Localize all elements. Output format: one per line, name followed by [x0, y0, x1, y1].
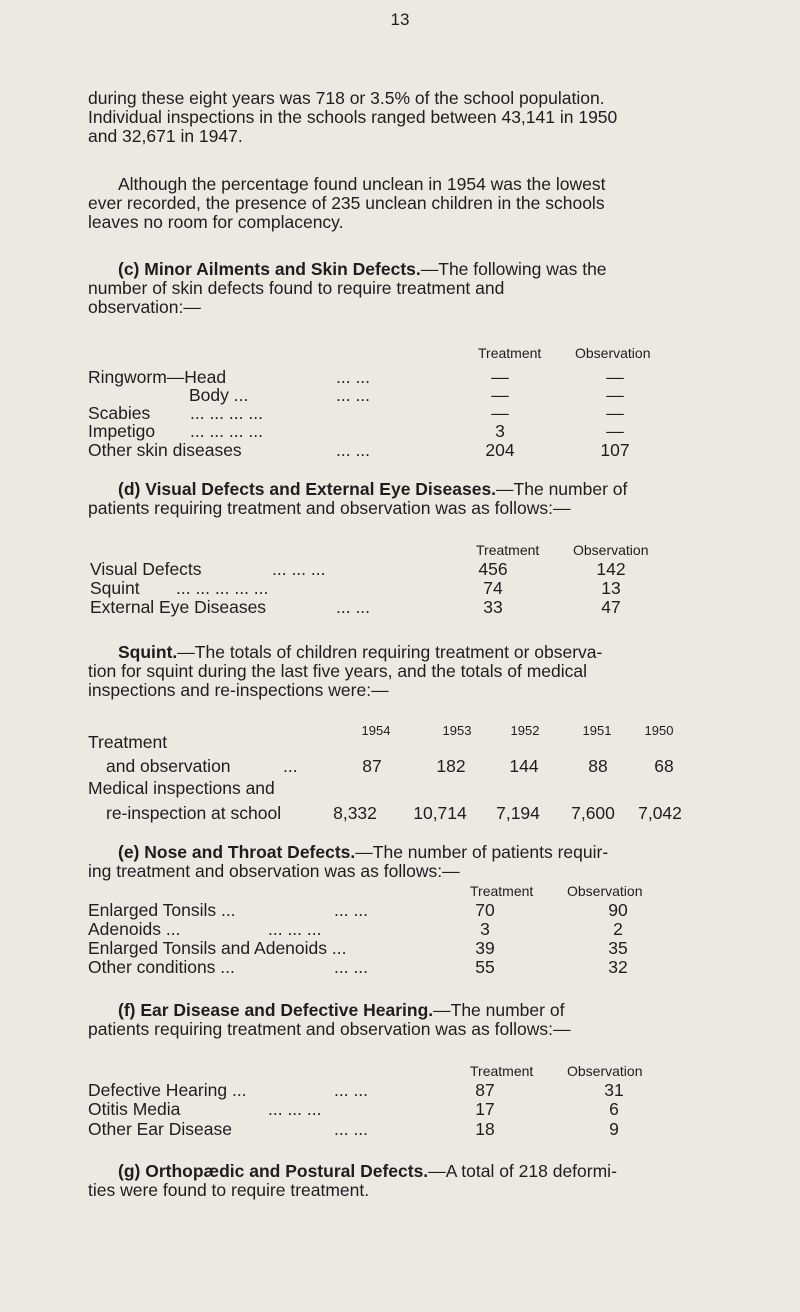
leader-dots: ... ...: [334, 1119, 369, 1139]
section-heading: Squint.: [118, 642, 178, 662]
observation-value: —: [606, 421, 624, 441]
column-header-observation: Observation: [573, 542, 649, 558]
column-header-treatment: Treatment: [470, 1063, 534, 1079]
leader-dots: ... ...: [336, 440, 371, 460]
section-heading: (e) Nose and Throat Defects.: [118, 842, 356, 862]
leader-dots: ... ... ... ...: [190, 403, 263, 423]
leader-dots: ... ... ... ...: [190, 421, 263, 441]
observation-value: 32: [608, 957, 628, 977]
observation-value: 31: [604, 1080, 624, 1100]
observation-value: —: [606, 367, 624, 387]
observation-value: —: [606, 385, 624, 405]
section-nose-throat: [88, 843, 672, 881]
paragraph-population: [88, 89, 672, 146]
section-heading: (g) Orthopædic and Postural Defects.: [118, 1161, 429, 1181]
treatment-value: —: [491, 367, 509, 387]
row-label: Otitis Media: [88, 1099, 181, 1119]
text-line: —The number of: [433, 1000, 565, 1020]
observation-value: 142: [596, 559, 626, 579]
section-heading: (c) Minor Ailments and Skin Defects.: [118, 259, 421, 279]
text-line: —The number of: [496, 479, 628, 499]
treatment-value: 456: [478, 559, 508, 579]
leader-dots: ... ...: [336, 597, 371, 617]
value-1951: 88: [588, 756, 608, 776]
value-1954: 87: [362, 756, 382, 776]
leader-dots: ... ...: [334, 1080, 369, 1100]
column-header-observation: Observation: [567, 1063, 643, 1079]
observation-value: 90: [608, 900, 628, 920]
row-label: and observation: [106, 756, 231, 776]
observation-value: 35: [608, 938, 628, 958]
row-label: Ringworm—Head: [88, 367, 227, 387]
observation-value: 9: [609, 1119, 619, 1139]
value-1952: 144: [509, 756, 539, 776]
column-header-observation: Observation: [575, 345, 651, 361]
observation-value: —: [606, 403, 624, 423]
text-line: and 32,671 in 1947.: [88, 126, 243, 146]
value-1953: 10,714: [413, 803, 467, 823]
leader-dots: ... ...: [336, 385, 371, 405]
year-header: 1951: [582, 723, 612, 738]
year-header: 1954: [361, 723, 391, 738]
section-visual-defects: [88, 480, 672, 518]
text-line: observation:—: [88, 297, 201, 317]
text-line: —The following was the: [420, 259, 607, 279]
leader-dots: ... ...: [334, 957, 369, 977]
leader-dots: ... ...: [334, 900, 369, 920]
text-line: Individual inspections in the schools ranged between 43,141 in 1950: [88, 107, 618, 127]
section-squint: [88, 643, 672, 700]
treatment-value: 55: [475, 957, 495, 977]
treatment-value: 33: [483, 597, 503, 617]
treatment-value: 3: [495, 421, 505, 441]
value-1951: 7,600: [571, 803, 615, 823]
leader-dots: ... ... ... ... ...: [176, 578, 269, 598]
year-header: 1952: [510, 723, 540, 738]
page-number: 13: [390, 10, 410, 29]
text-line: —The number of patients requir-: [355, 842, 609, 862]
row-label: Other conditions ...: [88, 957, 235, 977]
section-heading: (d) Visual Defects and External Eye Diseases.: [118, 479, 497, 499]
column-header-observation: Observation: [567, 883, 643, 899]
text-line: patients requiring treatment and observation was as follows:—: [88, 1019, 571, 1039]
treatment-value: 87: [475, 1080, 495, 1100]
text-line: number of skin defects found to require treatment and: [88, 278, 505, 298]
leader-dots: ...: [283, 756, 298, 776]
value-1950: 7,042: [638, 803, 682, 823]
row-label: Enlarged Tonsils and Adenoids ...: [88, 938, 347, 958]
text-line: —A total of 218 deformi-: [428, 1161, 617, 1181]
row-label: Other Ear Disease: [88, 1119, 232, 1139]
row-label: Visual Defects: [90, 559, 202, 579]
column-header-treatment: Treatment: [476, 542, 540, 558]
treatment-value: 70: [475, 900, 495, 920]
observation-value: 2: [613, 919, 623, 939]
treatment-value: 39: [475, 938, 495, 958]
row-label: Impetigo: [88, 421, 156, 441]
row-label: Squint: [90, 578, 140, 598]
text-line: tion for squint during the last five years, and the totals of medical: [88, 661, 588, 681]
treatment-value: 204: [485, 440, 515, 460]
year-header: 1950: [644, 723, 674, 738]
row-label: Other skin diseases: [88, 440, 242, 460]
treatment-value: 17: [475, 1099, 495, 1119]
section-minor-ailments: [88, 260, 672, 317]
column-header-treatment: Treatment: [470, 883, 534, 899]
observation-value: 47: [601, 597, 621, 617]
text-line: during these eight years was 718 or 3.5% of the school population.: [88, 88, 605, 108]
value-1952: 7,194: [496, 803, 540, 823]
leader-dots: ... ...: [336, 367, 371, 387]
treatment-value: 18: [475, 1119, 495, 1139]
year-header: 1953: [442, 723, 472, 738]
text-line: inspections and re-inspections were:—: [88, 680, 389, 700]
leader-dots: ... ... ...: [272, 559, 326, 579]
row-label: Adenoids ...: [88, 919, 181, 939]
section-heading: (f) Ear Disease and Defective Hearing.: [118, 1000, 434, 1020]
text-line: Although the percentage found unclean in 1954 was the lowest: [118, 174, 606, 194]
value-1950: 68: [654, 756, 674, 776]
row-label: Enlarged Tonsils ...: [88, 900, 236, 920]
treatment-value: 74: [483, 578, 503, 598]
section-orthopaedic: [88, 1162, 672, 1200]
paragraph-unclean: [88, 175, 672, 232]
row-label: re-inspection at school: [106, 803, 282, 823]
text-line: leaves no room for complacency.: [88, 212, 344, 232]
column-header-treatment: Treatment: [478, 345, 542, 361]
treatment-value: —: [491, 403, 509, 423]
value-1953: 182: [436, 756, 466, 776]
row-label: Scabies: [88, 403, 151, 423]
row-label: Defective Hearing ...: [88, 1080, 247, 1100]
observation-value: 107: [600, 440, 630, 460]
value-1954: 8,332: [333, 803, 377, 823]
treatment-value: 3: [480, 919, 490, 939]
row-label: Body ...: [189, 385, 249, 405]
observation-value: 13: [601, 578, 621, 598]
observation-value: 6: [609, 1099, 619, 1119]
leader-dots: ... ... ...: [268, 919, 322, 939]
treatment-value: —: [491, 385, 509, 405]
text-line: ties were found to require treatment.: [88, 1180, 370, 1200]
row-label: External Eye Diseases: [90, 597, 267, 617]
text-line: —The totals of children requiring treatment or observa-: [177, 642, 603, 662]
text-line: ing treatment and observation was as follows:—: [88, 861, 460, 881]
text-line: patients requiring treatment and observation was as follows:—: [88, 498, 571, 518]
leader-dots: ... ... ...: [268, 1099, 322, 1119]
document-page: 13 during these eight years was 718 or 3.5% of the school population. Individual inspections in the schools ranged between 43,141 in 1950 and 32,671 in 1947. Although the percentage found unclean in 1954 was the lowest ever recorded, the presence of 235 unclean children in the schools leaves no room for complacency. (c) Minor Ailments and Skin Defects.—The following was the number of skin defects found to require treatment and observation:— Treatment Observation Ringworm—Head ... ... — — Body ... ... ... — — Scabies ... ... ... ... — — Impetigo ... ... ... ... 3 — Other skin diseases ... ... 204 107 (d) Visual Defects and External Eye Diseases.—The number of patients requiring treatment and observation was as follows:— Treatment Observation Visual Defects ... ... ... 456 142 Squint ... ... ... ... ... 74 13 External Eye Diseases ... ... 33 47 Squint.—The totals of children requiring treatment or observa- tion for squint during the last five years, and the totals of medical inspections and re-inspections were:— 1954 1953 1952 1951 1950 Treatment and observation ... 87 182 144 88 68 Medical inspections and re-inspection at school 8,332 10,714 7,194 7,600 7,042 (e) Nose and Throat Defects.—The number of patients requir- ing treatment and observation was as follows:— Treatment Observation Enlarged Tonsils ... ... ... 70 90 Adenoids ... ... ... ... 3 2 Enlarged Tonsils and Adenoids ... 39 35 Other conditions ... ... ... 55 32 (f) Ear Disease and Defective Hearing.—The number of patients requiring treatment and observation was as follows:— Treatment Observation Defective Hearing ... ... ... 87 31 Otitis Media ... ... ... 17 6 Other Ear Disease ... ... 18 9 (g) Orthopædic and Postural Defects.—A total of 218 deformi- ties were found to require treatment.: [0, 0, 800, 1312]
section-ear-disease: [88, 1001, 672, 1039]
text-line: ever recorded, the presence of 235 unclean children in the schools: [88, 193, 605, 213]
